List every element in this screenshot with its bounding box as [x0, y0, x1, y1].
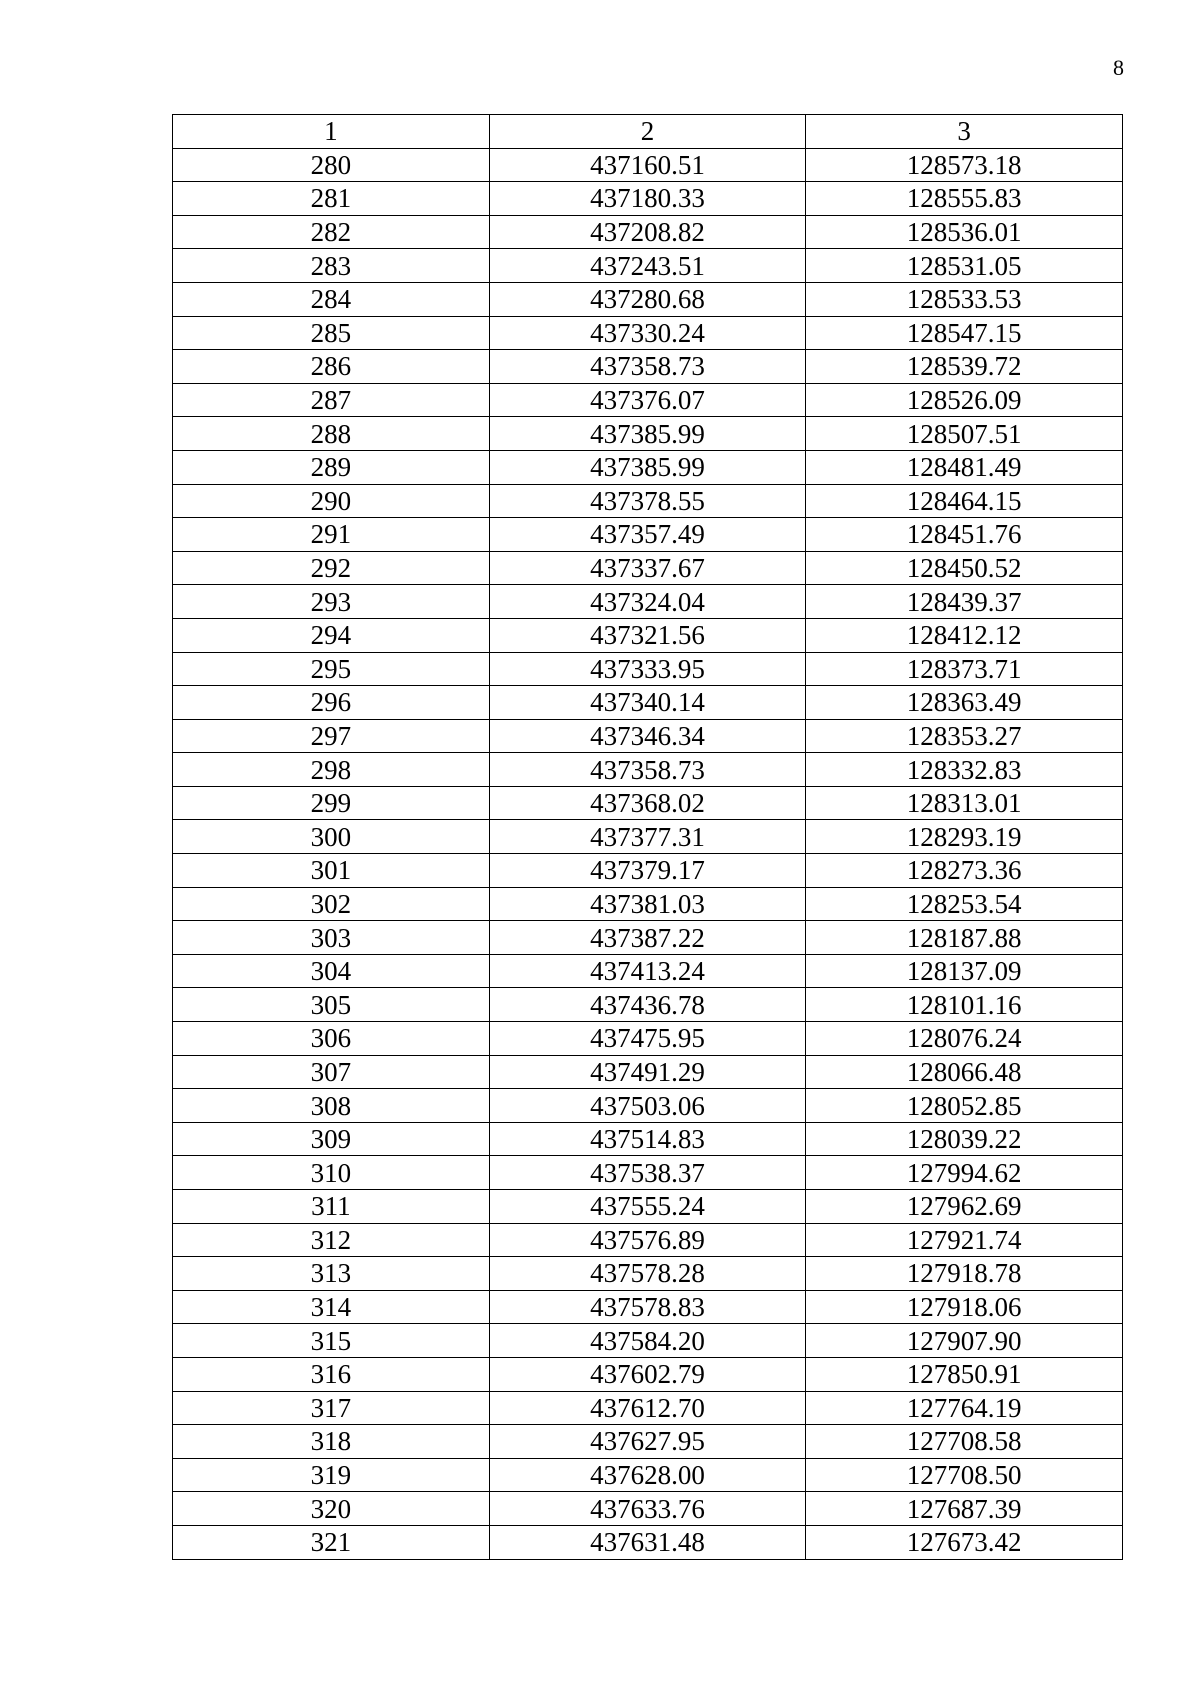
point-number-cell: 307 [173, 1055, 490, 1089]
x-coordinate-cell: 437358.73 [489, 350, 806, 384]
table-row [173, 249, 1123, 283]
table-header-row [173, 115, 1123, 149]
x-coordinate-cell: 437180.33 [489, 182, 806, 216]
table-row [173, 1425, 1123, 1459]
point-number-cell: 320 [173, 1492, 490, 1526]
table-row [173, 686, 1123, 720]
x-coordinate-cell: 437280.68 [489, 282, 806, 316]
x-coordinate-cell: 437633.76 [489, 1492, 806, 1526]
point-number-cell: 281 [173, 182, 490, 216]
y-coordinate-cell: 127994.62 [806, 1156, 1123, 1190]
table-row [173, 1290, 1123, 1324]
table-row [173, 484, 1123, 518]
x-coordinate-cell: 437576.89 [489, 1223, 806, 1257]
point-number-cell: 285 [173, 316, 490, 350]
y-coordinate-cell: 128439.37 [806, 585, 1123, 619]
point-number-cell: 287 [173, 383, 490, 417]
point-number-cell: 310 [173, 1156, 490, 1190]
point-number-cell: 303 [173, 921, 490, 955]
y-coordinate-cell: 128507.51 [806, 417, 1123, 451]
table-row [173, 585, 1123, 619]
table-row [173, 1022, 1123, 1056]
y-coordinate-cell: 128531.05 [806, 249, 1123, 283]
table-row [173, 652, 1123, 686]
x-coordinate-cell: 437337.67 [489, 551, 806, 585]
y-coordinate-cell: 127850.91 [806, 1357, 1123, 1391]
x-coordinate-cell: 437387.22 [489, 921, 806, 955]
point-number-cell: 305 [173, 988, 490, 1022]
x-coordinate-cell: 437475.95 [489, 1022, 806, 1056]
x-coordinate-cell: 437538.37 [489, 1156, 806, 1190]
y-coordinate-cell: 127708.50 [806, 1458, 1123, 1492]
x-coordinate-cell: 437243.51 [489, 249, 806, 283]
point-number-cell: 297 [173, 719, 490, 753]
point-number-cell: 313 [173, 1257, 490, 1291]
column-header: 3 [806, 115, 1123, 149]
point-number-cell: 288 [173, 417, 490, 451]
y-coordinate-cell: 128412.12 [806, 618, 1123, 652]
table-row [173, 1223, 1123, 1257]
point-number-cell: 316 [173, 1357, 490, 1391]
table-row [173, 417, 1123, 451]
x-coordinate-cell: 437368.02 [489, 786, 806, 820]
point-number-cell: 301 [173, 854, 490, 888]
y-coordinate-cell: 127708.58 [806, 1425, 1123, 1459]
point-number-cell: 280 [173, 148, 490, 182]
x-coordinate-cell: 437584.20 [489, 1324, 806, 1358]
x-coordinate-cell: 437491.29 [489, 1055, 806, 1089]
table-row [173, 1357, 1123, 1391]
x-coordinate-cell: 437385.99 [489, 450, 806, 484]
point-number-cell: 306 [173, 1022, 490, 1056]
table-row [173, 1257, 1123, 1291]
y-coordinate-cell: 128253.54 [806, 887, 1123, 921]
point-number-cell: 294 [173, 618, 490, 652]
table-row [173, 1055, 1123, 1089]
y-coordinate-cell: 128533.53 [806, 282, 1123, 316]
y-coordinate-cell: 127918.06 [806, 1290, 1123, 1324]
y-coordinate-cell: 128076.24 [806, 1022, 1123, 1056]
coordinates-table [172, 114, 1123, 1560]
x-coordinate-cell: 437612.70 [489, 1391, 806, 1425]
point-number-cell: 299 [173, 786, 490, 820]
table-row [173, 518, 1123, 552]
x-coordinate-cell: 437578.83 [489, 1290, 806, 1324]
y-coordinate-cell: 127764.19 [806, 1391, 1123, 1425]
x-coordinate-cell: 437208.82 [489, 215, 806, 249]
table-row [173, 618, 1123, 652]
x-coordinate-cell: 437436.78 [489, 988, 806, 1022]
point-number-cell: 296 [173, 686, 490, 720]
x-coordinate-cell: 437378.55 [489, 484, 806, 518]
y-coordinate-cell: 128052.85 [806, 1089, 1123, 1123]
y-coordinate-cell: 127962.69 [806, 1190, 1123, 1224]
table-row [173, 1156, 1123, 1190]
x-coordinate-cell: 437514.83 [489, 1122, 806, 1156]
point-number-cell: 292 [173, 551, 490, 585]
y-coordinate-cell: 128332.83 [806, 753, 1123, 787]
x-coordinate-cell: 437324.04 [489, 585, 806, 619]
y-coordinate-cell: 128293.19 [806, 820, 1123, 854]
table-row [173, 1525, 1123, 1559]
page-number: 8 [1113, 55, 1124, 80]
point-number-cell: 315 [173, 1324, 490, 1358]
table-row [173, 551, 1123, 585]
y-coordinate-cell: 127921.74 [806, 1223, 1123, 1257]
x-coordinate-cell: 437379.17 [489, 854, 806, 888]
point-number-cell: 302 [173, 887, 490, 921]
table-row [173, 182, 1123, 216]
point-number-cell: 282 [173, 215, 490, 249]
x-coordinate-cell: 437627.95 [489, 1425, 806, 1459]
x-coordinate-cell: 437555.24 [489, 1190, 806, 1224]
point-number-cell: 286 [173, 350, 490, 384]
table-row [173, 988, 1123, 1022]
point-number-cell: 317 [173, 1391, 490, 1425]
table-row [173, 1492, 1123, 1526]
y-coordinate-cell: 128481.49 [806, 450, 1123, 484]
point-number-cell: 311 [173, 1190, 490, 1224]
column-header: 1 [173, 115, 490, 149]
x-coordinate-cell: 437413.24 [489, 954, 806, 988]
point-number-cell: 290 [173, 484, 490, 518]
point-number-cell: 318 [173, 1425, 490, 1459]
y-coordinate-cell: 128101.16 [806, 988, 1123, 1022]
table-body [173, 148, 1123, 1559]
y-coordinate-cell: 128451.76 [806, 518, 1123, 552]
table-row [173, 450, 1123, 484]
table-row [173, 887, 1123, 921]
point-number-cell: 289 [173, 450, 490, 484]
x-coordinate-cell: 437357.49 [489, 518, 806, 552]
x-coordinate-cell: 437385.99 [489, 417, 806, 451]
point-number-cell: 300 [173, 820, 490, 854]
x-coordinate-cell: 437340.14 [489, 686, 806, 720]
y-coordinate-cell: 127687.39 [806, 1492, 1123, 1526]
table-row [173, 753, 1123, 787]
y-coordinate-cell: 128039.22 [806, 1122, 1123, 1156]
y-coordinate-cell: 128573.18 [806, 148, 1123, 182]
point-number-cell: 283 [173, 249, 490, 283]
table-row [173, 148, 1123, 182]
y-coordinate-cell: 128187.88 [806, 921, 1123, 955]
x-coordinate-cell: 437503.06 [489, 1089, 806, 1123]
point-number-cell: 298 [173, 753, 490, 787]
table-row [173, 316, 1123, 350]
table-row [173, 282, 1123, 316]
y-coordinate-cell: 128313.01 [806, 786, 1123, 820]
table-row [173, 1391, 1123, 1425]
y-coordinate-cell: 128555.83 [806, 182, 1123, 216]
point-number-cell: 314 [173, 1290, 490, 1324]
y-coordinate-cell: 127673.42 [806, 1525, 1123, 1559]
y-coordinate-cell: 128526.09 [806, 383, 1123, 417]
table-row [173, 1122, 1123, 1156]
y-coordinate-cell: 128353.27 [806, 719, 1123, 753]
x-coordinate-cell: 437628.00 [489, 1458, 806, 1492]
point-number-cell: 304 [173, 954, 490, 988]
x-coordinate-cell: 437381.03 [489, 887, 806, 921]
y-coordinate-cell: 128066.48 [806, 1055, 1123, 1089]
point-number-cell: 319 [173, 1458, 490, 1492]
column-header: 2 [489, 115, 806, 149]
point-number-cell: 312 [173, 1223, 490, 1257]
x-coordinate-cell: 437358.73 [489, 753, 806, 787]
table-row [173, 786, 1123, 820]
table-row [173, 954, 1123, 988]
table-row [173, 1324, 1123, 1358]
x-coordinate-cell: 437376.07 [489, 383, 806, 417]
x-coordinate-cell: 437160.51 [489, 148, 806, 182]
y-coordinate-cell: 128363.49 [806, 686, 1123, 720]
x-coordinate-cell: 437377.31 [489, 820, 806, 854]
table-row [173, 1089, 1123, 1123]
point-number-cell: 291 [173, 518, 490, 552]
x-coordinate-cell: 437346.34 [489, 719, 806, 753]
y-coordinate-cell: 128137.09 [806, 954, 1123, 988]
y-coordinate-cell: 128450.52 [806, 551, 1123, 585]
table-row [173, 921, 1123, 955]
y-coordinate-cell: 128539.72 [806, 350, 1123, 384]
y-coordinate-cell: 128547.15 [806, 316, 1123, 350]
x-coordinate-cell: 437321.56 [489, 618, 806, 652]
table-row [173, 820, 1123, 854]
point-number-cell: 321 [173, 1525, 490, 1559]
point-number-cell: 284 [173, 282, 490, 316]
table-row [173, 1458, 1123, 1492]
x-coordinate-cell: 437333.95 [489, 652, 806, 686]
point-number-cell: 308 [173, 1089, 490, 1123]
table-row [173, 854, 1123, 888]
table-row [173, 215, 1123, 249]
y-coordinate-cell: 128464.15 [806, 484, 1123, 518]
y-coordinate-cell: 128536.01 [806, 215, 1123, 249]
x-coordinate-cell: 437602.79 [489, 1357, 806, 1391]
table-row [173, 383, 1123, 417]
table-row [173, 1190, 1123, 1224]
point-number-cell: 309 [173, 1122, 490, 1156]
y-coordinate-cell: 128273.36 [806, 854, 1123, 888]
y-coordinate-cell: 127918.78 [806, 1257, 1123, 1291]
x-coordinate-cell: 437631.48 [489, 1525, 806, 1559]
y-coordinate-cell: 128373.71 [806, 652, 1123, 686]
point-number-cell: 295 [173, 652, 490, 686]
y-coordinate-cell: 127907.90 [806, 1324, 1123, 1358]
point-number-cell: 293 [173, 585, 490, 619]
table-row [173, 350, 1123, 384]
x-coordinate-cell: 437578.28 [489, 1257, 806, 1291]
x-coordinate-cell: 437330.24 [489, 316, 806, 350]
table-row [173, 719, 1123, 753]
